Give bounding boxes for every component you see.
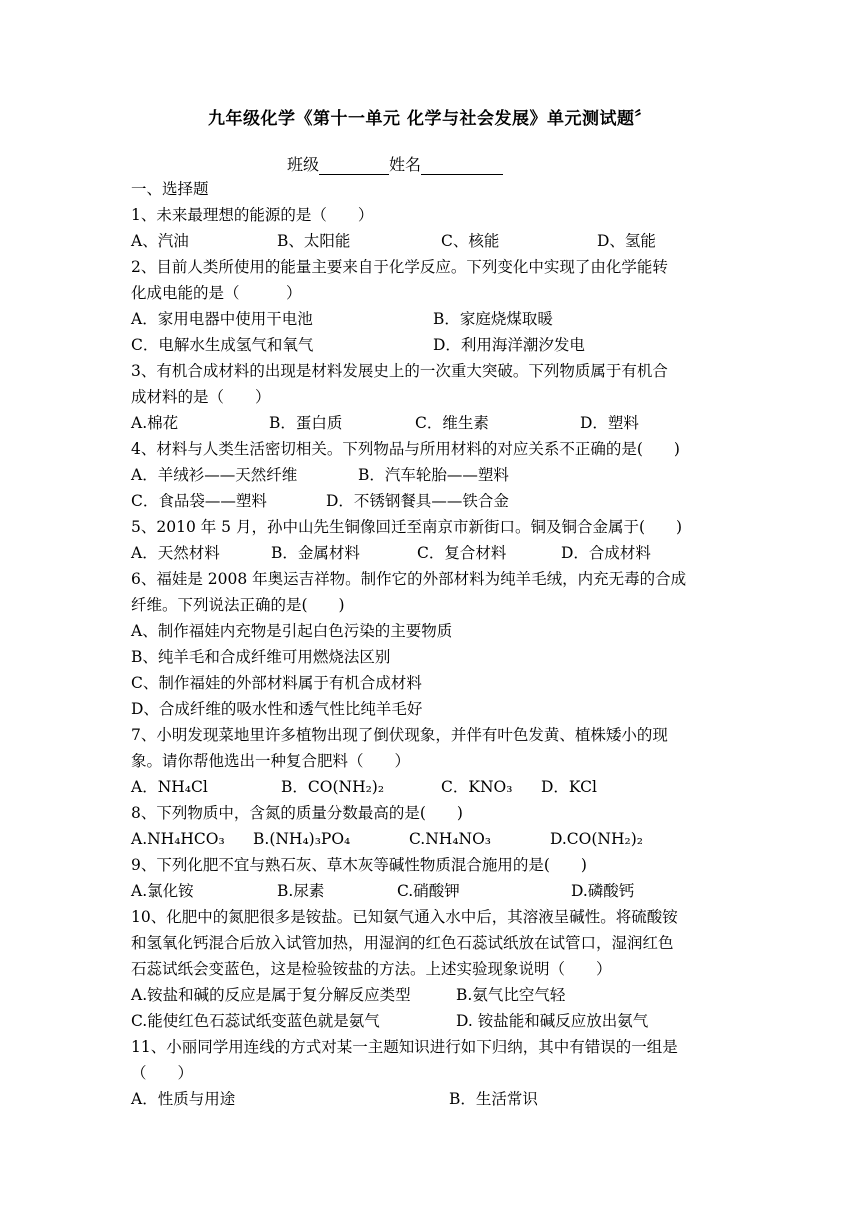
question-11-stem-line-1: 11、小丽同学用连线的方式对某一主题知识进行如下归纳，其中有错误的一组是 [131,1038,678,1056]
question-5-stem: 5、2010 年 5 月，孙中山先生铜像回迁至南京市新街口。铜及铜合金属于( ) [131,518,683,536]
question-7-stem-line-2: 象。请你帮他选出一种复合肥料（ ） [131,752,411,770]
question-6-stem-line-2: 纤维。下列说法正确的是( ) [131,596,345,614]
option-d: D．利用海洋潮汐发电 [433,336,585,354]
option-d: D．不锈钢餐具——铁合金 [326,492,509,510]
class-name-line [287,152,503,175]
option-b: B．汽车轮胎——塑料 [358,466,509,484]
question-5-options [131,540,741,566]
option-d: D.磷酸钙 [571,882,635,900]
option-c: C、核能 [441,232,500,250]
question-6-stem-line-1: 6、福娃是 2008 年奥运吉祥物。制作它的外部材料为纯羊毛绒，内充无毒的合成 [131,570,687,588]
section-heading: 一、选择题 [131,180,209,198]
option-d: D. 铵盐能和碱反应放出氨气 [456,1012,649,1030]
question-11-options [131,1086,741,1112]
option-d: D.CO(NH₂)₂ [550,830,643,848]
questions [131,176,741,1112]
option-d: D．塑料 [580,414,639,432]
question-3-stem-line-1: 3、有机合成材料的出现是材料发展史上的一次重大突破。下列物质属于有机合 [131,362,668,380]
option-a: A．家用电器中使用干电池 [131,310,313,328]
option-a: A．NH₄Cl [131,778,208,796]
question-11-stem-line-2: （ ） [131,1064,194,1082]
question-7-stem-line-1: 7、小明发现菜地里许多植物出现了倒伏现象，并伴有叶色发黄、植株矮小的现 [131,726,668,744]
question-6-option-c: C、制作福娃的外部材料属于有机合成材料 [131,674,422,692]
question-3-stem-line-2: 成材料的是（ ） [131,388,271,406]
option-d: D．合成材料 [561,544,651,562]
question-6-option-d: D、合成纤维的吸水性和透气性比纯羊毛好 [131,700,423,718]
name-label: 姓名 [389,155,422,174]
question-6-option-a: A、制作福娃内充物是引起白色污染的主要物质 [131,622,453,640]
class-label: 班级 [287,155,320,174]
option-b: B.(NH₄)₃PO₄ [253,830,351,848]
option-c: C.硝酸钾 [397,882,460,900]
question-8-options [131,826,741,852]
question-9-stem: 9、下列化肥不宜与熟石灰、草木灰等碱性物质混合施用的是( ) [131,856,587,874]
question-4-stem: 4、材料与人类生活密切相关。下列物品与所用材料的对应关系不正确的是( ) [131,440,680,458]
option-c: C．电解水生成氢气和氧气 [131,336,314,354]
option-a: A．性质与用途 [131,1090,236,1108]
option-a: A.铵盐和碱的反应是属于复分解反应类型 [131,986,411,1004]
option-a: A.棉花 [131,414,179,432]
option-a: A、汽油 [131,232,189,250]
question-2-options-cd [131,332,741,358]
question-7-options [131,774,741,800]
option-c: C.NH₄NO₃ [409,830,492,848]
option-c: C．维生素 [415,414,489,432]
option-a: A.NH₄HCO₃ [131,830,225,848]
question-4-options-ab [131,462,741,488]
question-6-option-b: B、纯羊毛和合成纤维可用燃烧法区别 [131,648,391,666]
option-a: A．羊绒衫——天然纤维 [131,466,298,484]
option-a: A.氯化铵 [131,882,194,900]
class-blank [319,156,389,175]
question-4-options-cd [131,488,741,514]
question-8-stem: 8、下列物质中，含氮的质量分数最高的是( ) [131,804,463,822]
question-3-options [131,410,741,436]
name-blank [421,156,503,175]
option-b: B．金属材料 [271,544,360,562]
option-b: B.尿素 [277,882,325,900]
option-c: C．KNO₃ [441,778,513,796]
option-b: B．生活常识 [449,1090,538,1108]
question-10-stem-line-3: 石蕊试纸会变蓝色，这是检验铵盐的方法。上述实验现象说明（ ） [131,960,612,978]
question-10-stem-line-2: 和氢氧化钙混合后放入试管加热，用湿润的红色石蕊试纸放在试管口，湿润红色 [131,934,674,952]
option-b: B．CO(NH₂)₂ [281,778,385,796]
option-b: B．蛋白质 [269,414,343,432]
question-10-options-cd [131,1008,741,1034]
option-c: C.能使红色石蕊试纸变蓝色就是氨气 [131,1012,380,1030]
question-2-stem-line-1: 2、目前人类所使用的能量主要来自于化学反应。下列变化中实现了由化学能转 [131,258,668,276]
question-1-stem: 1、未来最理想的能源的是（ ） [131,206,374,224]
question-9-options [131,878,741,904]
option-d: D、氢能 [597,232,656,250]
page-title: 九年级化学《第十一单元 化学与社会发展》单元测试题〞 [208,109,652,129]
question-1-options [131,228,741,254]
question-10-options-ab [131,982,741,1008]
option-b: B、太阳能 [277,232,351,250]
option-c: C．食品袋——塑料 [131,492,267,510]
option-b: B．家庭烧煤取暖 [433,310,553,328]
question-2-stem-line-2: 化成电能的是（ ） [131,284,302,302]
question-2-options-ab [131,306,741,332]
question-10-stem-line-1: 10、化肥中的氮肥很多是铵盐。已知氨气通入水中后，其溶液呈碱性。将硫酸铵 [131,908,678,926]
option-d: D．KCl [541,778,597,796]
option-b: B.氨气比空气轻 [456,986,566,1004]
option-c: C．复合材料 [417,544,507,562]
option-a: A．天然材料 [131,544,220,562]
